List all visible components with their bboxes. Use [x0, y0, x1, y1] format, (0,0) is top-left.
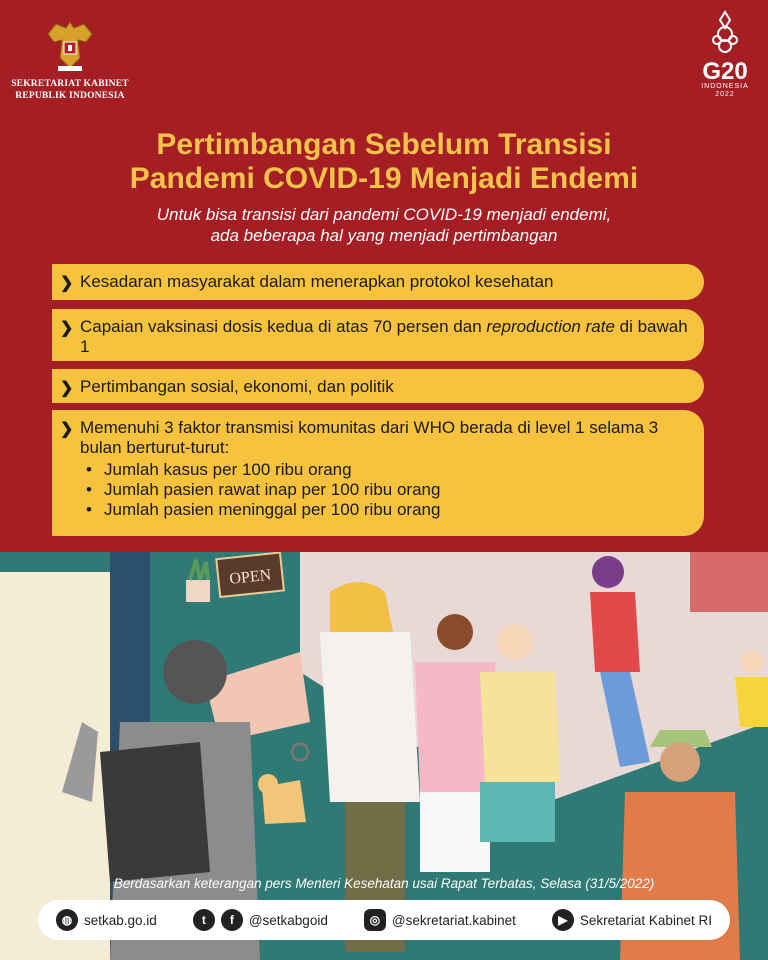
- subtitle-line1: Untuk bisa transisi dari pandemi COVID-19 menjadi endemi,: [156, 205, 612, 224]
- title-line1: Pertimbangan Sebelum Transisi: [156, 128, 612, 161]
- g20-year: 2022: [715, 91, 735, 98]
- g20-emblem-icon: [708, 10, 742, 54]
- point-text: Kesadaran masyarakat dalam menerapkan protokol kesehatan: [80, 272, 554, 291]
- social-footer: [38, 900, 730, 940]
- point-item: [52, 309, 704, 361]
- footer-website-label: setkab.go.id: [84, 912, 157, 928]
- open-sign: [216, 553, 284, 597]
- org-name: [10, 78, 130, 102]
- chevron-right-icon: ❯: [60, 275, 74, 292]
- brick-wall: [690, 552, 768, 612]
- sub-list-item: • Jumlah pasien rawat inap per 100 ribu orang: [100, 480, 688, 500]
- source-note: Berdasarkan keterangan pers Menteri Kesehatan usai Rapat Terbatas, Selasa (31/5/2022): [113, 876, 655, 891]
- street-illustration: [0, 552, 768, 960]
- point-text: Pertimbangan sosial, ekonomi, dan politik: [80, 377, 394, 396]
- g20-country: INDONESIA: [701, 83, 749, 90]
- title-line2: Pandemi COVID-19 Menjadi Endemi: [129, 162, 639, 195]
- point-item: [52, 369, 704, 403]
- facebook-icon: f: [221, 909, 243, 931]
- org-name-line1: SEKRETARIAT KABINET: [11, 79, 129, 89]
- g20-logo: [696, 10, 754, 99]
- point-text: di bawah 1: [80, 317, 688, 356]
- footer-instagram[interactable]: [364, 909, 516, 931]
- point-item: [52, 410, 704, 536]
- point-item: [52, 264, 704, 300]
- subtitle-line2: ada beberapa hal yang menjadi pertimbangan: [210, 226, 558, 245]
- footer-twitter-facebook[interactable]: [193, 909, 328, 931]
- page-title: [0, 128, 768, 196]
- sub-list: [80, 460, 688, 520]
- footer-twitter-facebook-label: @setkabgoid: [248, 912, 328, 928]
- g20-mark: G20: [702, 58, 748, 85]
- youtube-icon: ▶: [552, 909, 574, 931]
- sub-list-item: • Jumlah kasus per 100 ribu orang: [100, 460, 688, 480]
- point-text: Memenuhi 3 faktor transmisi komunitas dari WHO berada di level 1 selama 3 bulan berturut-turut:: [80, 418, 659, 457]
- footer-youtube-label: Sekretariat Kabinet RI: [579, 912, 712, 928]
- instagram-icon: ◎: [364, 909, 386, 931]
- open-sign-text: OPEN: [228, 566, 273, 588]
- footer-website[interactable]: [56, 909, 157, 931]
- garuda-emblem-icon: [44, 18, 96, 74]
- footer-instagram-label: @sekretariat.kabinet: [391, 912, 516, 928]
- sub-list-item: • Jumlah pasien meninggal per 100 ribu orang: [100, 500, 688, 520]
- page-subtitle: [0, 204, 768, 246]
- chevron-right-icon: ❯: [60, 421, 74, 438]
- footer-youtube[interactable]: [552, 909, 712, 931]
- org-logo: [10, 18, 130, 102]
- chevron-right-icon: ❯: [60, 380, 74, 397]
- globe-icon: ◍: [56, 909, 78, 931]
- org-name-line2: REPUBLIK INDONESIA: [15, 91, 125, 101]
- chevron-right-icon: ❯: [60, 320, 74, 337]
- point-text-italic: reproduction rate: [486, 317, 615, 336]
- twitter-icon: t: [193, 909, 215, 931]
- point-text: Capaian vaksinasi dosis kedua di atas 70 persen dan: [80, 317, 487, 336]
